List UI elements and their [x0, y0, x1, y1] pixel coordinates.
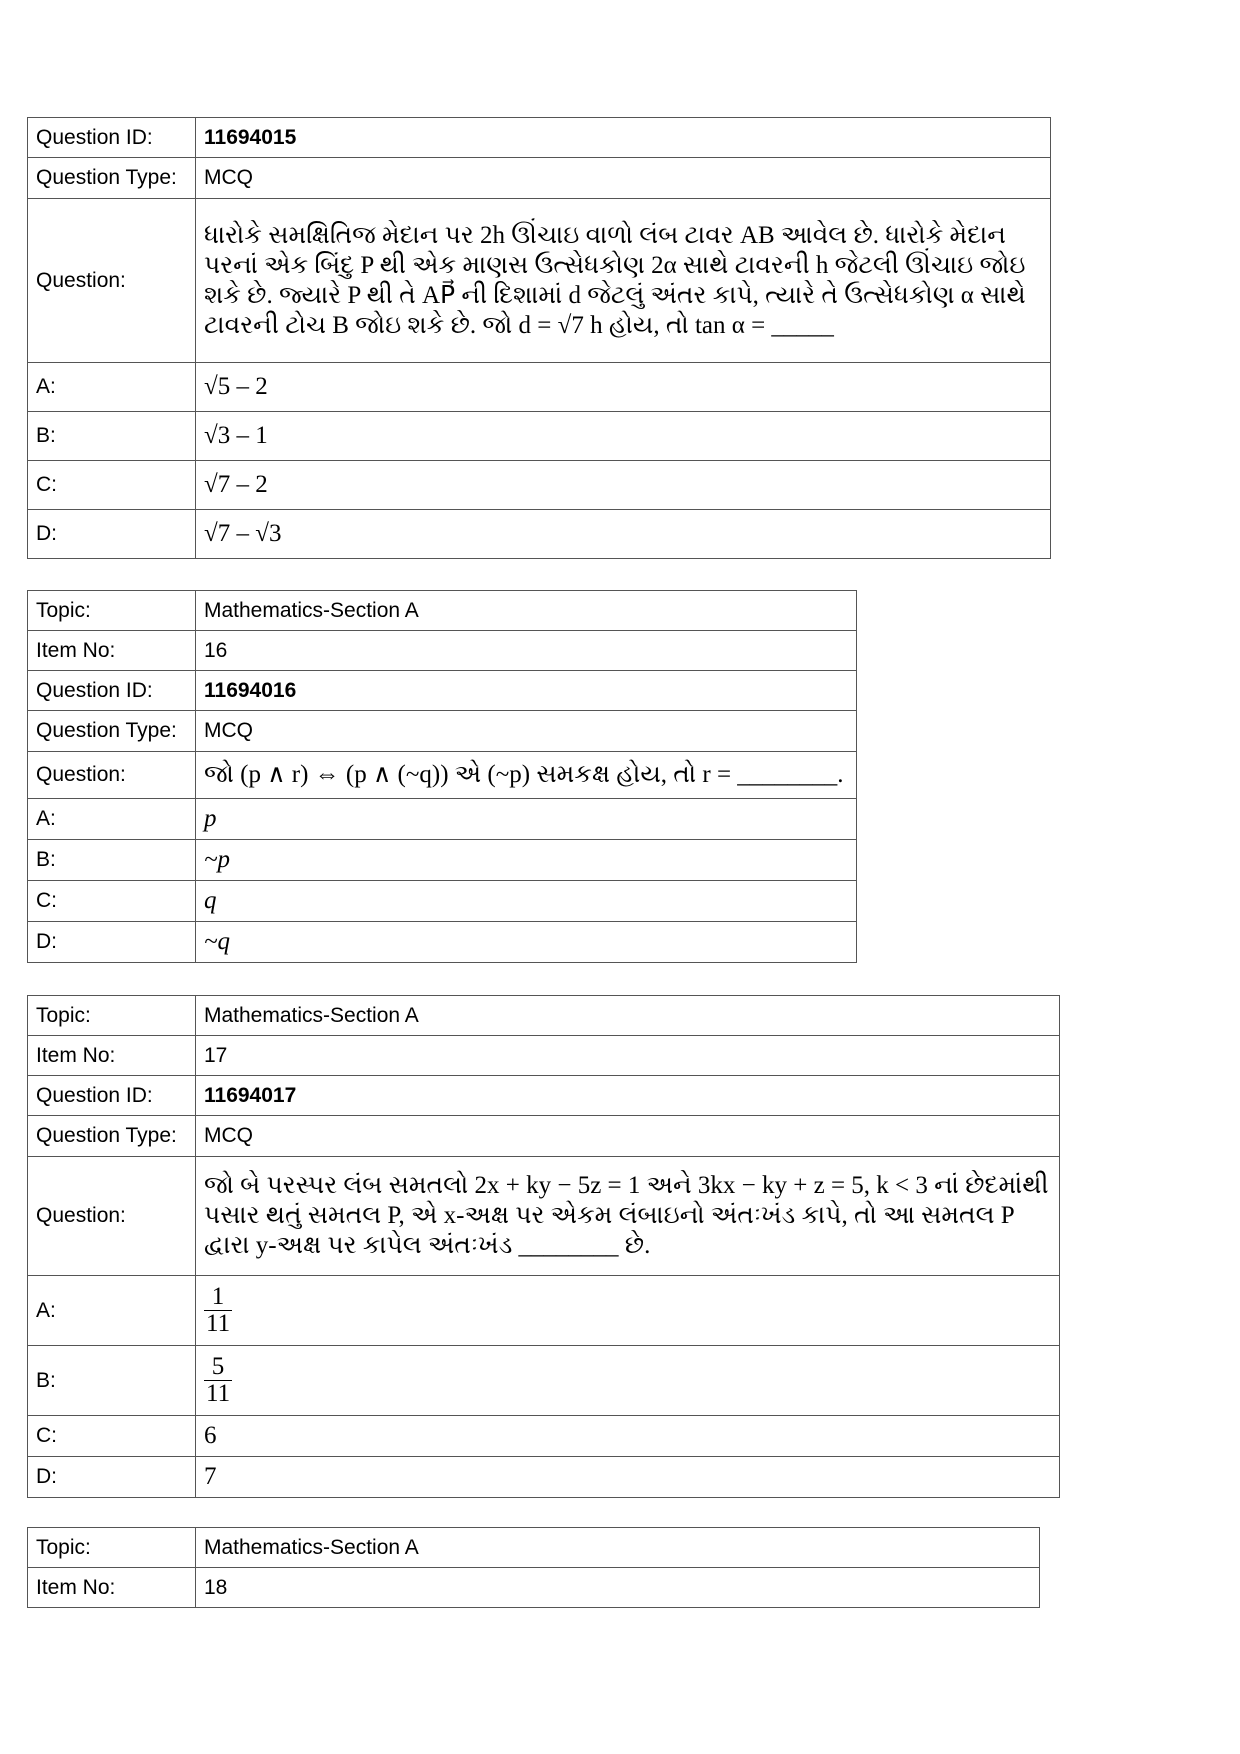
option-row-d — [28, 510, 1051, 559]
topic-label: Topic: — [28, 591, 196, 631]
question-type-label: Question Type: — [28, 711, 196, 752]
question-id-value: 11694015 — [196, 118, 1051, 158]
option-label: D: — [28, 510, 196, 559]
option-label: B: — [28, 840, 196, 881]
question-id-value: 11694016 — [196, 671, 857, 711]
option-label: C: — [28, 881, 196, 922]
question-table-17 — [27, 995, 1060, 1498]
option-value: p — [196, 799, 857, 840]
question-type-row — [28, 158, 1051, 199]
option-label: D: — [28, 1457, 196, 1498]
item-no-label: Item No: — [28, 1568, 196, 1608]
question-id-row — [28, 671, 857, 711]
fraction-numerator: 1 — [204, 1284, 232, 1311]
topic-value: Mathematics-Section A — [196, 591, 857, 631]
option-value: q — [196, 881, 857, 922]
topic-label: Topic: — [28, 996, 196, 1036]
item-no-label: Item No: — [28, 631, 196, 671]
question-type-value: MCQ — [196, 1116, 1060, 1157]
question-table-16 — [27, 590, 857, 963]
option-value: √5 – 2 — [196, 363, 1051, 412]
option-row-c — [28, 461, 1051, 510]
option-label: A: — [28, 1276, 196, 1346]
item-no-row — [28, 631, 857, 671]
option-value — [196, 1276, 1060, 1346]
option-value: 7 — [196, 1457, 1060, 1498]
option-row-b — [28, 1346, 1060, 1416]
question-type-value: MCQ — [196, 158, 1051, 199]
item-no-label: Item No: — [28, 1036, 196, 1076]
question-label: Question: — [28, 752, 196, 799]
option-value: √7 – 2 — [196, 461, 1051, 510]
question-table-15 — [27, 117, 1051, 559]
question-text: ધારોકે સમક્ષિતિજ મેદાન પર 2h ઊંચાઇ વાળો લંબ ટાવર AB આવેલ છે. ધારોકે મેદાન પરનાં એક બિંદુ P થી એક માણસ ઉત્સેધકોણ 2α સાથે ટાવરની h જેટલી ઊંચાઇ જોઇ શકે છે. જ્યારે P થી તે AP⃗ ની દિશામાં d જેટલું અંતર કાપે, ત્યારે તે ઉત્સેધકોણ α સાથે ટાવરની ટોચ B જોઇ શકે છે. જો d = √7 h હોય, તો tan α = _____ — [196, 199, 1051, 363]
question-type-row — [28, 711, 857, 752]
question-text: જો (p ∧ r) ⇔ (p ∧ (~q)) એ (~p) સમકક્ષ હોય, તો r = ________. — [196, 752, 857, 799]
item-no-value: 18 — [196, 1568, 1040, 1608]
fraction — [204, 1284, 232, 1338]
option-label: C: — [28, 1416, 196, 1457]
option-value: 6 — [196, 1416, 1060, 1457]
topic-value: Mathematics-Section A — [196, 1528, 1040, 1568]
topic-value: Mathematics-Section A — [196, 996, 1060, 1036]
question-text: જો બે પરસ્પર લંબ સમતલો 2x + ky − 5z = 1 અને 3kx − ky + z = 5, k < 3 નાં છેદમાંથી પસાર થતું સમતલ P, એ x-અક્ષ પર એકમ લંબાઇનો અંતઃખંડ કાપે, તો આ સમતલ P દ્વારા y-અક્ષ પર કાપેલ અંતઃખંડ ________ છે. — [196, 1157, 1060, 1276]
option-value: √3 – 1 — [196, 412, 1051, 461]
item-no-row — [28, 1036, 1060, 1076]
option-row-d — [28, 922, 857, 963]
option-value: ~q — [196, 922, 857, 963]
question-row — [28, 1157, 1060, 1276]
item-no-value: 16 — [196, 631, 857, 671]
option-label: C: — [28, 461, 196, 510]
fraction — [204, 1354, 232, 1408]
topic-row — [28, 591, 857, 631]
question-label: Question: — [28, 1157, 196, 1276]
option-row-c — [28, 881, 857, 922]
topic-row — [28, 996, 1060, 1036]
option-label: A: — [28, 799, 196, 840]
fraction-denominator: 11 — [206, 1380, 231, 1407]
question-id-row — [28, 118, 1051, 158]
fraction-denominator: 11 — [206, 1310, 231, 1337]
option-label: D: — [28, 922, 196, 963]
question-type-row — [28, 1116, 1060, 1157]
topic-row — [28, 1528, 1040, 1568]
option-row-a — [28, 363, 1051, 412]
option-label: A: — [28, 363, 196, 412]
question-label: Question: — [28, 199, 196, 363]
question-id-label: Question ID: — [28, 1076, 196, 1116]
item-no-value: 17 — [196, 1036, 1060, 1076]
question-row — [28, 199, 1051, 363]
question-id-row — [28, 1076, 1060, 1116]
question-id-label: Question ID: — [28, 118, 196, 158]
question-id-label: Question ID: — [28, 671, 196, 711]
option-value: √7 – √3 — [196, 510, 1051, 559]
item-no-row — [28, 1568, 1040, 1608]
fraction-numerator: 5 — [204, 1354, 232, 1381]
option-row-b — [28, 412, 1051, 461]
topic-label: Topic: — [28, 1528, 196, 1568]
option-label: B: — [28, 412, 196, 461]
question-id-value: 11694017 — [196, 1076, 1060, 1116]
question-table-18 — [27, 1527, 1040, 1608]
question-type-label: Question Type: — [28, 1116, 196, 1157]
option-row-b — [28, 840, 857, 881]
option-row-c — [28, 1416, 1060, 1457]
option-row-d — [28, 1457, 1060, 1498]
option-value: ~p — [196, 840, 857, 881]
question-row — [28, 752, 857, 799]
option-label: B: — [28, 1346, 196, 1416]
question-type-label: Question Type: — [28, 158, 196, 199]
question-type-value: MCQ — [196, 711, 857, 752]
option-row-a — [28, 799, 857, 840]
option-value — [196, 1346, 1060, 1416]
option-row-a — [28, 1276, 1060, 1346]
